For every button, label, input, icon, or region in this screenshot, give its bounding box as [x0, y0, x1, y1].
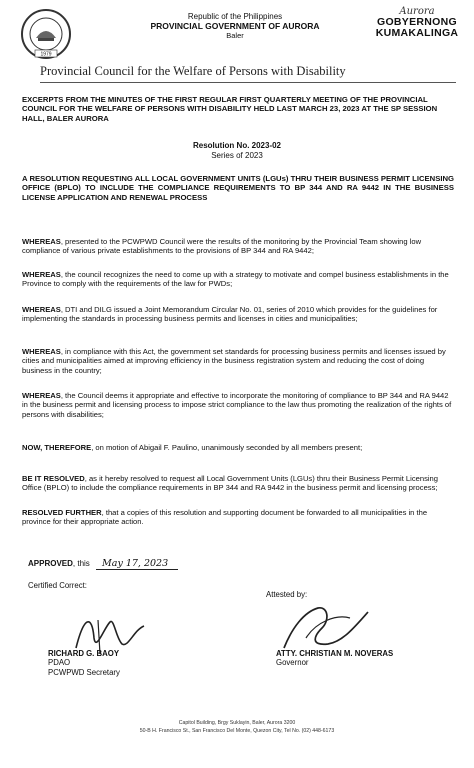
brand-script: Aurora [399, 6, 435, 17]
footer-address2: 50-B H. Francisco St., San Francisco Del Monte, Quezon City, Tel No. (02) 448-6173 [139, 728, 335, 734]
brand-line2: KUMAKALINGA [375, 27, 459, 39]
paragraph-lead: WHEREAS [22, 270, 61, 279]
provincial-seal-icon [20, 8, 72, 60]
paragraph [22, 305, 454, 324]
signatory-right-title: Governor [276, 658, 309, 668]
paragraph-text: , the council recognizes the need to come up with a strategy to motivate and compel business establishments in the Province to comply with the requirements of the law for PWDs; [22, 270, 449, 289]
paragraph [22, 474, 454, 493]
footer [0, 719, 474, 735]
seal-year: 1979 [40, 51, 52, 58]
resolution-series: Series of 2023 [211, 151, 263, 160]
brand-logo [372, 6, 462, 39]
paragraph-text: , presented to the PCWPWD Council were the results of the monitoring by the Provincial Team showing low compliance of various private establishments to the provisions of BP 344 and RA 9442; [22, 237, 422, 256]
paragraph-lead: RESOLVED FURTHER [22, 508, 102, 517]
signatory-right-name: ATTY. CHRISTIAN M. NOVERAS [276, 649, 394, 658]
resolution-title: A RESOLUTION REQUESTING ALL LOCAL GOVERNMENT UNITS (LGUs) THRU THEIR BUSINESS PERMIT LICENSING OFFICE (BPLO) TO INCLUDE THE COMPLIANCE REQUIREMENTS TO BP 344 AND RA 9442 IN THE BUSINESS LICENSE APPLICATION AND RENEWAL PROCESS [22, 174, 454, 202]
signatory-right [276, 649, 393, 668]
paragraph-lead: WHEREAS [22, 305, 61, 314]
signatory-left [48, 649, 120, 677]
paragraph [22, 508, 454, 527]
paragraph-lead: BE IT RESOLVED [22, 474, 85, 483]
brand-line1: GOBYERNONG [376, 16, 457, 28]
paragraph [22, 391, 454, 419]
paragraph-lead: WHEREAS [22, 391, 61, 400]
approved-date: May 17, 2023 [96, 558, 178, 570]
paragraph [22, 347, 454, 375]
paragraph [22, 270, 454, 289]
header-divider [40, 82, 456, 83]
attested-label: Attested by: [266, 590, 308, 599]
resolution-number: Resolution No. 2023-02 [192, 141, 282, 150]
signatory-left-title1: PDAO [48, 658, 71, 668]
paragraph-text: , DTI and DILG issued a Joint Memorandum Circular No. 01, series of 2010 which provides for the guidelines for implementing the standards in processing business permits and licenses in cities and municipalities; [22, 305, 438, 324]
council-name: Provincial Council for the Welfare of Persons with Disability [40, 64, 346, 78]
letterhead [120, 12, 350, 40]
paragraph-lead: WHEREAS [22, 347, 61, 356]
paragraph-lead: NOW, THEREFORE [22, 443, 92, 452]
paragraph-lead: WHEREAS [22, 237, 61, 246]
approval-line [28, 558, 178, 569]
paragraph-text: , that a copies of this resolution and supporting document be forwarded to all municipalities in the province for their appropriate action. [22, 508, 428, 527]
paragraph [22, 237, 454, 256]
approved-label: APPROVED [28, 559, 73, 568]
excerpt-heading: EXCERPTS FROM THE MINUTES OF THE FIRST REGULAR FIRST QUARTERLY MEETING OF THE PROVINCIAL COUNCIL FOR THE WELFARE OF PERSONS WITH DISABILITY HELD LAST MARCH 23, 2023 AT THE SP SESSION HALL, BALER AURORA [22, 95, 438, 123]
signatory-left-name: RICHARD G. BAOY [48, 649, 120, 658]
government-line: PROVINCIAL GOVERNMENT OF AURORA [150, 21, 320, 31]
paragraph-text: , as it hereby resolved to request all Local Government Units (LGUs) thru their Business Permit Licensing Office (BPLO) to include the compliance requirements in BP 344 and RA 9442 in the business permit and licensing process; [22, 474, 438, 493]
location-line: Baler [226, 31, 244, 40]
footer-address1: Capitol Building, Brgy Suklayin, Baler, Aurora 3200 [178, 720, 296, 726]
approved-mid: , this [72, 559, 90, 568]
paragraph-text: , in compliance with this Act, the government set standards for processing business permits and licenses issued by cities and municipalities aimed at improving efficiency in the business registration system and reducing the cost of doing business in the country; [22, 347, 446, 375]
republic-line: Republic of the Philippines [187, 12, 283, 21]
signatory-left-title2: PCWPWD Secretary [48, 667, 120, 677]
certified-label: Certified Correct: [28, 581, 87, 590]
paragraph-text: , the Council deems it appropriate and effective to incorporate the monitoring of compliance to BP 344 and RA 9442 in the business permit and licensing process to impose strict compliance to the law thus promoting the realization of the rights of persons with disabilities; [22, 391, 452, 419]
paragraph-text: , on motion of Abigail F. Paulino, unanimously seconded by all members present; [91, 443, 363, 452]
paragraph [22, 443, 454, 452]
